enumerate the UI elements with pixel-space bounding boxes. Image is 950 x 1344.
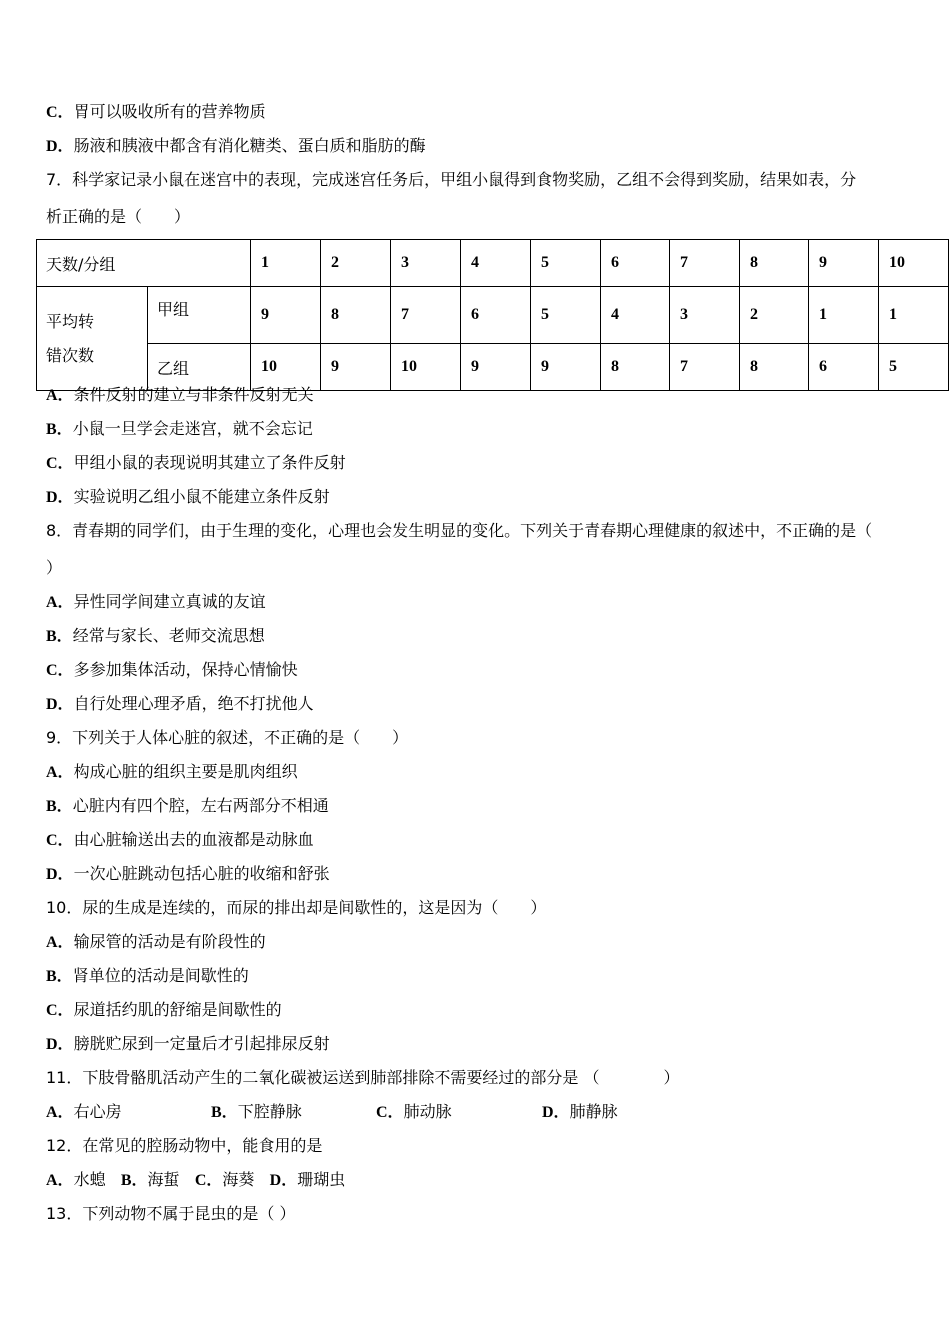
q11-stem: 11．下肢骨骼肌活动产生的二氧化碳被运送到肺部排除不需要经过的部分是 （ ） [46,1068,680,1087]
day-cell: 2 [321,240,391,287]
table-cell: 9 [251,287,321,344]
q8-option-b: B．经常与家长、老师交流思想 [46,626,265,645]
q9-option-b: B．心脏内有四个腔，左右两部分不相通 [46,796,329,815]
q8-stem-line1: 8．青春期的同学们，由于生理的变化，心理也会发生明显的变化。下列关于青春期心理健康的叙述中，不正确的是（ [46,521,873,540]
day-cell: 4 [461,240,531,287]
q12-option-c: C．海葵 [194,1170,255,1189]
group-b-label: 乙组 [148,344,251,391]
table-cell: 9 [461,344,531,391]
group-a-label: 甲组 [148,287,251,344]
table-cell: 2 [740,287,809,344]
table-cell: 5 [531,287,601,344]
table-row-group-a [37,287,949,344]
table-cell: 7 [670,344,740,391]
q6-option-d: D．肠液和胰液中都含有消化糖类、蛋白质和脂肪的酶 [46,136,426,155]
q7-option-b: B．小鼠一旦学会走迷宫，就不会忘记 [46,419,313,438]
q11-option-a: A．右心房 [46,1102,122,1121]
day-cell: 3 [391,240,461,287]
table-cell: 8 [740,344,809,391]
q13-stem: 13．下列动物不属于昆虫的是（ ） [46,1204,296,1223]
header-label-cell: 天数/分组 [37,240,251,287]
row-label-cell: 平均转 错次数 [37,287,148,391]
q10-option-c: C．尿道括约肌的舒缩是间歇性的 [46,1000,282,1019]
day-cell: 8 [740,240,809,287]
q9-option-a: A．构成心脏的组织主要是肌肉组织 [46,762,298,781]
day-cell: 9 [809,240,879,287]
q7-stem-line1: 7．科学家记录小鼠在迷宫中的表现，完成迷宫任务后，甲组小鼠得到食物奖励，乙组不会得到奖励，结果如表，分 [46,170,857,189]
table-cell: 1 [809,287,879,344]
table-cell: 6 [461,287,531,344]
q11-option-b: B．下腔静脉 [211,1102,302,1121]
q11-option-d: D．肺静脉 [542,1102,618,1121]
day-cell: 10 [879,240,949,287]
q7-stem-line2: 析正确的是（ ） [46,207,191,226]
table-header-row [37,240,949,287]
q6-option-c: C．胃可以吸收所有的营养物质 [46,102,266,121]
q12-option-d: D．珊瑚虫 [269,1170,346,1189]
table-cell: 9 [531,344,601,391]
day-cell: 1 [251,240,321,287]
q7-option-a: A．条件反射的建立与非条件反射无关 [46,385,314,404]
q9-option-c: C．由心脏输送出去的血液都是动脉血 [46,830,314,849]
day-cell: 6 [601,240,670,287]
table-cell: 10 [251,344,321,391]
q8-stem-line2: ） [46,558,63,577]
q7-results-table [36,239,949,391]
table-cell: 4 [601,287,670,344]
q9-stem: 9．下列关于人体心脏的叙述，不正确的是（ ） [46,728,409,747]
table-cell: 3 [670,287,740,344]
q12-stem: 12．在常见的腔肠动物中，能食用的是 [46,1136,323,1155]
table-cell: 10 [391,344,461,391]
q7-option-d: D．实验说明乙组小鼠不能建立条件反射 [46,487,330,506]
q11-options-row [46,1102,726,1123]
q9-option-d: D．一次心脏跳动包括心脏的收缩和舒张 [46,864,330,883]
q11-option-c: C．肺动脉 [376,1102,452,1121]
q8-option-a: A．异性同学间建立真诚的友谊 [46,592,266,611]
q8-option-d: D．自行处理心理矛盾，绝不打扰他人 [46,694,314,713]
q10-stem: 10．尿的生成是连续的，而尿的排出却是间歇性的，这是因为（ ） [46,898,547,917]
q12-options-row [46,1170,345,1191]
table-cell: 8 [601,344,670,391]
table-cell: 5 [879,344,949,391]
q12-option-a: A．水螅 [46,1170,106,1189]
table-cell: 6 [809,344,879,391]
day-cell: 5 [531,240,601,287]
q10-option-b: B．肾单位的活动是间歇性的 [46,966,249,985]
q7-option-c: C．甲组小鼠的表现说明其建立了条件反射 [46,453,346,472]
q12-option-b: B．海蜇 [120,1170,180,1189]
q10-option-d: D．膀胱贮尿到一定量后才引起排尿反射 [46,1034,330,1053]
day-cell: 7 [670,240,740,287]
table-row-group-b [37,344,949,391]
q8-option-c: C．多参加集体活动，保持心情愉快 [46,660,298,679]
table-cell: 8 [321,287,391,344]
table-cell: 7 [391,287,461,344]
table-cell: 9 [321,344,391,391]
table-cell: 1 [879,287,949,344]
q10-option-a: A．输尿管的活动是有阶段性的 [46,932,266,951]
